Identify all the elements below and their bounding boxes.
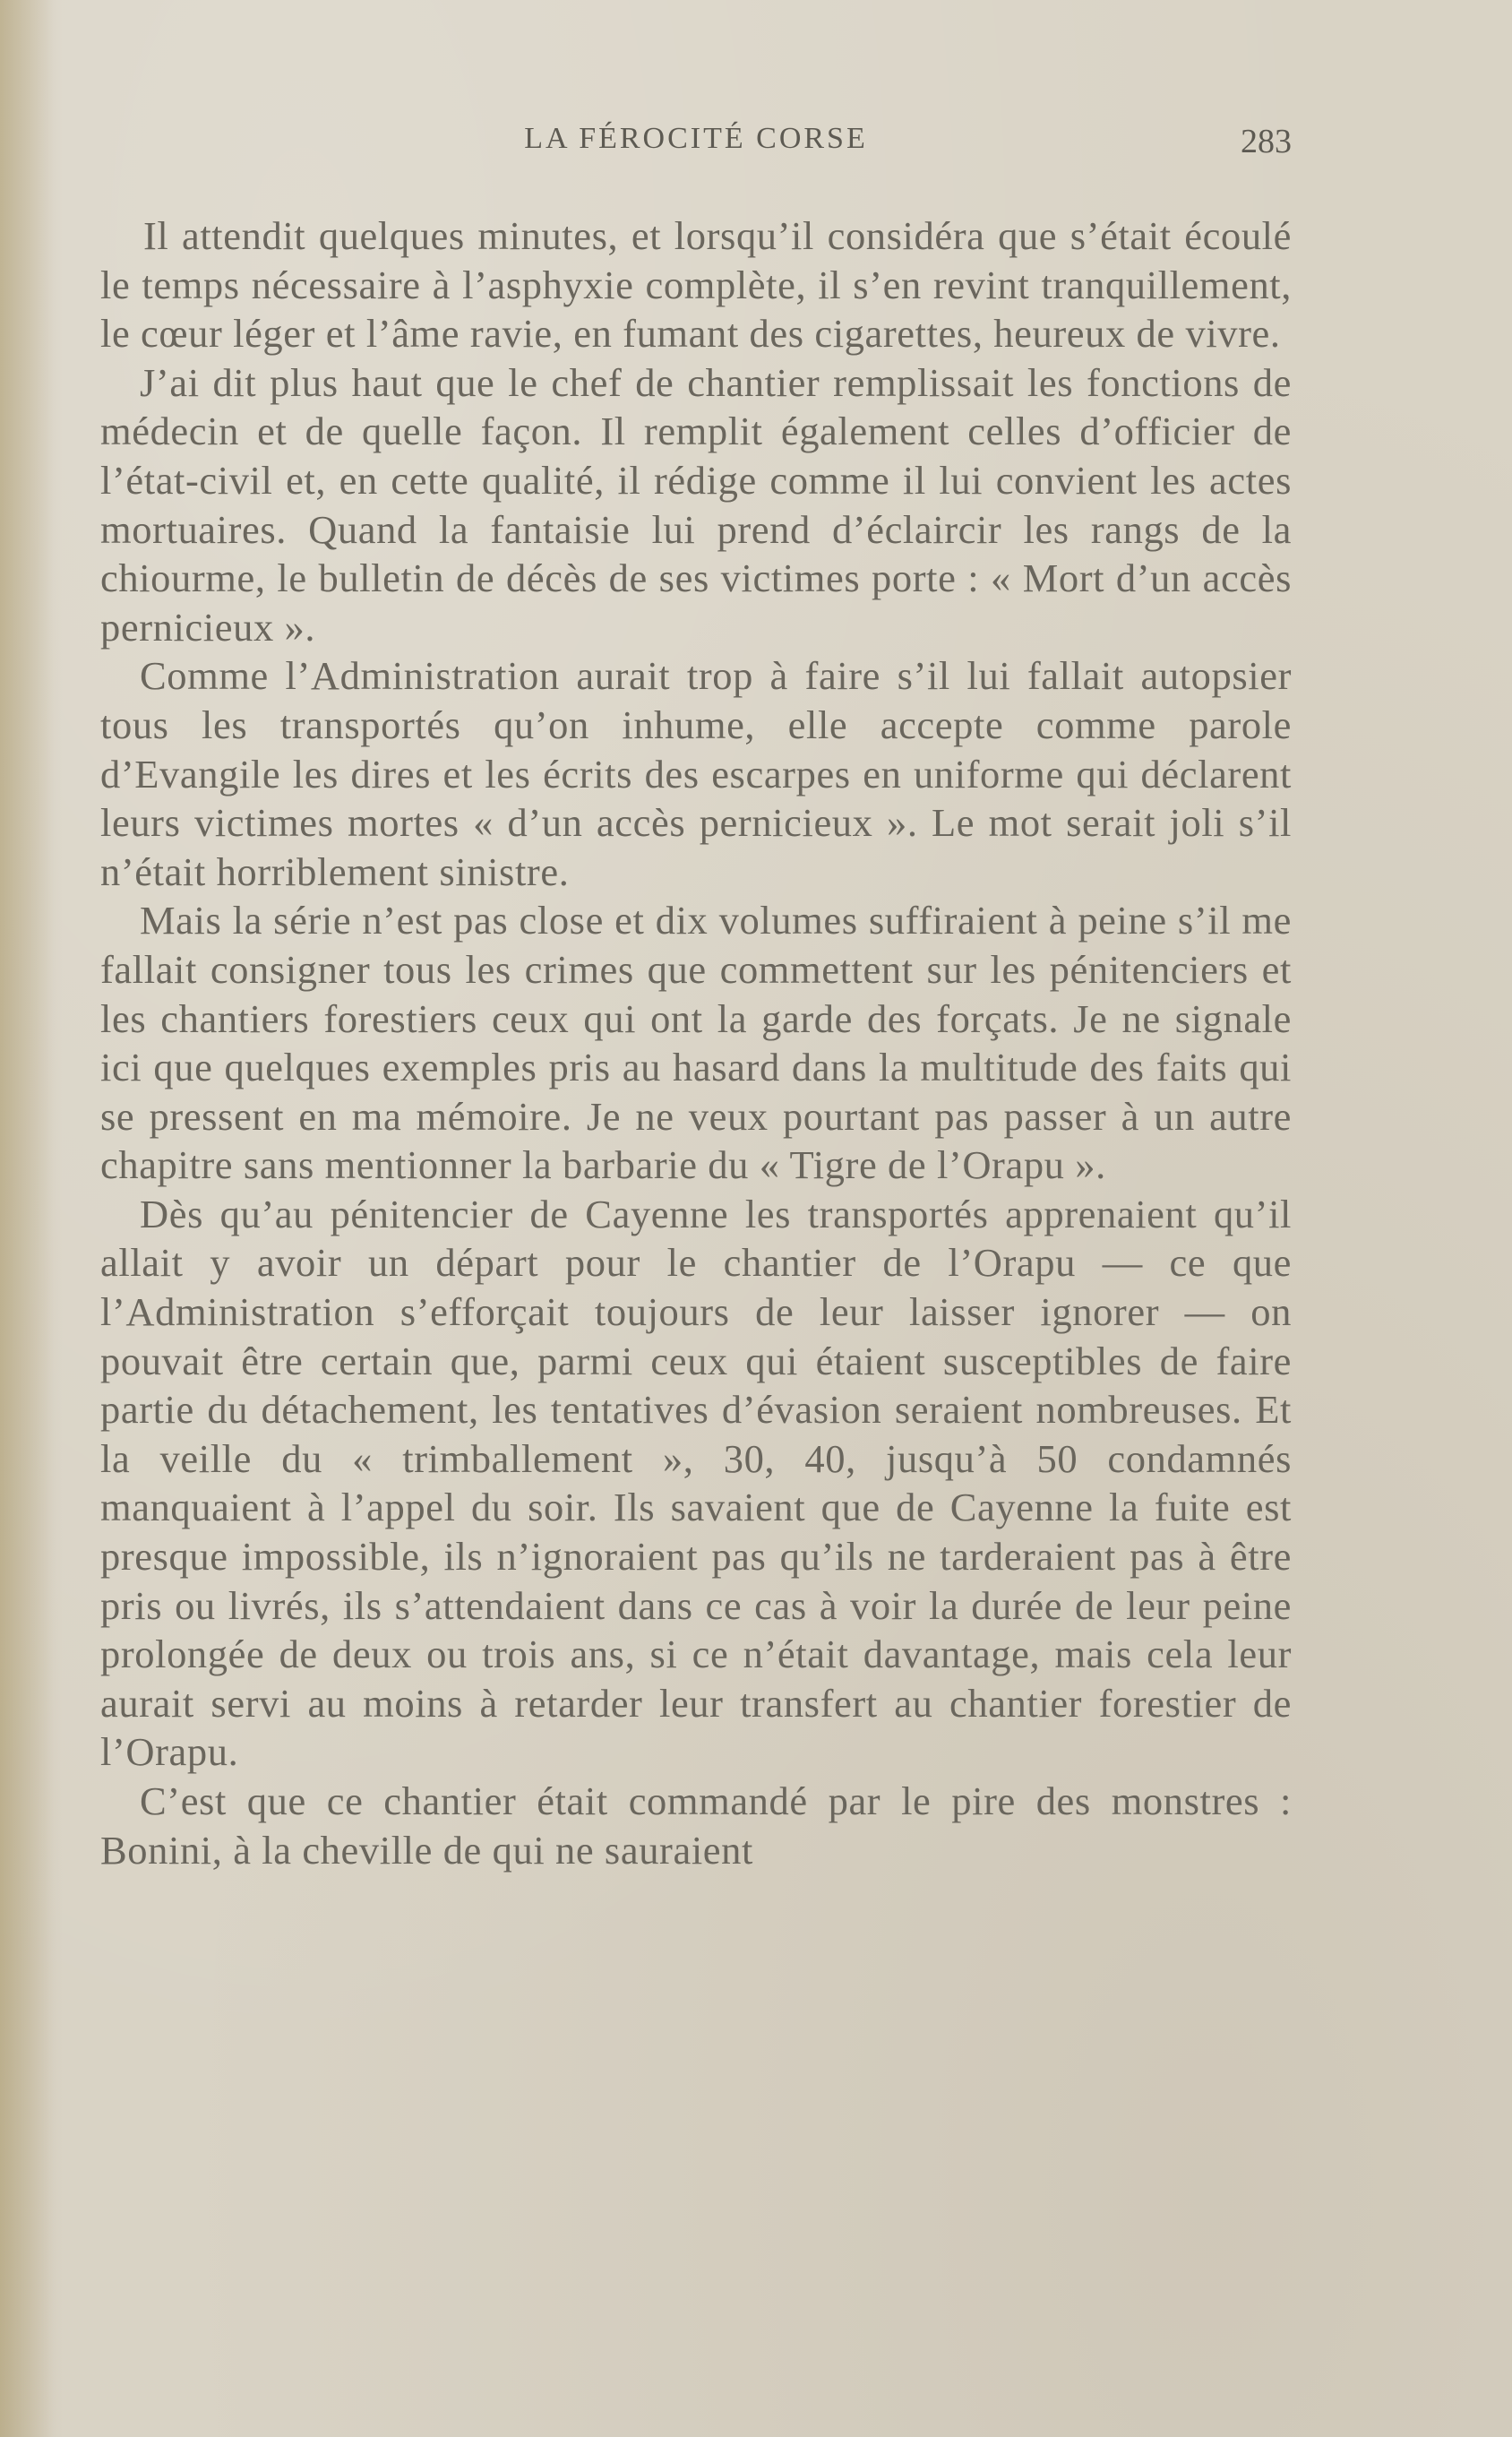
page-header: [100, 122, 1292, 172]
paragraph-3: Comme l’Administration aurait trop à faire s’il lui fallait autopsier tous les transportés qu’on inhume, elle accepte comme parole d’Evangile les dires et les écrits des escarpes en uniforme qui déclarent leurs victimes mortes « d’un accès pernicieux ». Le mot serait joli s’il n’était horriblement sinistre.: [100, 653, 1292, 894]
paragraph-6: C’est que ce chantier était commandé par le pire des monstres : Bonini, à la cheville de qui ne sauraient: [100, 1778, 1292, 1873]
page-number: 283: [1241, 123, 1292, 160]
paragraph-2: J’ai dit plus haut que le chef de chantier remplissait les fonctions de médecin et de quelle façon. Il remplit également celles d’officier de l’état-civil et, en cette qualité, il rédige comme il lui convient les actes mortuaires. Quand la fantaisie lui prend d’éclaircir les rangs de la chiourme, le bulletin de décès de ses victimes porte : « Mort d’un accès pernicieux ».: [100, 359, 1292, 650]
paragraph-1: Il attendit quelques minutes, et lorsqu’il considéra que s’était écoulé le temps nécessaire à l’asphyxie complète, il s’en revint tranquillement, le cœur léger et l’âme ravie, en fumant des cigarettes, heureux de vivre.: [100, 213, 1292, 357]
body-text: [100, 211, 1292, 1874]
page-edge-shadow: [0, 0, 54, 2437]
paragraph-4: Mais la série n’est pas close et dix volumes suffiraient à peine s’il me fallait consigner tous les crimes que commettent sur les pénitenciers et les chantiers forestiers ceux qui ont la garde des forçats. Je ne signale ici que quelques exemples pris au hasard dans la multitude des faits qui se pressent en ma mémoire. Je ne veux pourtant pas passer à un autre chapitre sans mentionner la barbarie du « Tigre de l’Orapu ».: [100, 898, 1292, 1188]
running-title: LA FÉROCITÉ CORSE: [524, 122, 868, 155]
paragraph-5: Dès qu’au pénitencier de Cayenne les transportés apprenaient qu’il allait y avoir un départ pour le chantier de l’Orapu — ce que l’Administration s’efforçait toujours de leur laisser ignorer — on pouvait être certain que, parmi ceux qui étaient susceptibles de faire partie du détachement, les tentatives d’évasion seraient nombreuses. Et la veille du « trimballement », 30, 40, jusqu’à 50 condamnés manquaient à l’appel du soir. Ils savaient que de Cayenne la fuite est presque impossible, ils n’ignoraient pas qu’ils ne tarderaient pas à être pris ou livrés, ils s’attendaient dans ce cas à voir la durée de leur peine prolongée de deux ou trois ans, si ce n’était davantage, mais cela leur aurait servi au moins à retarder leur transfert au chantier forestier de l’Orapu.: [100, 1191, 1292, 1775]
